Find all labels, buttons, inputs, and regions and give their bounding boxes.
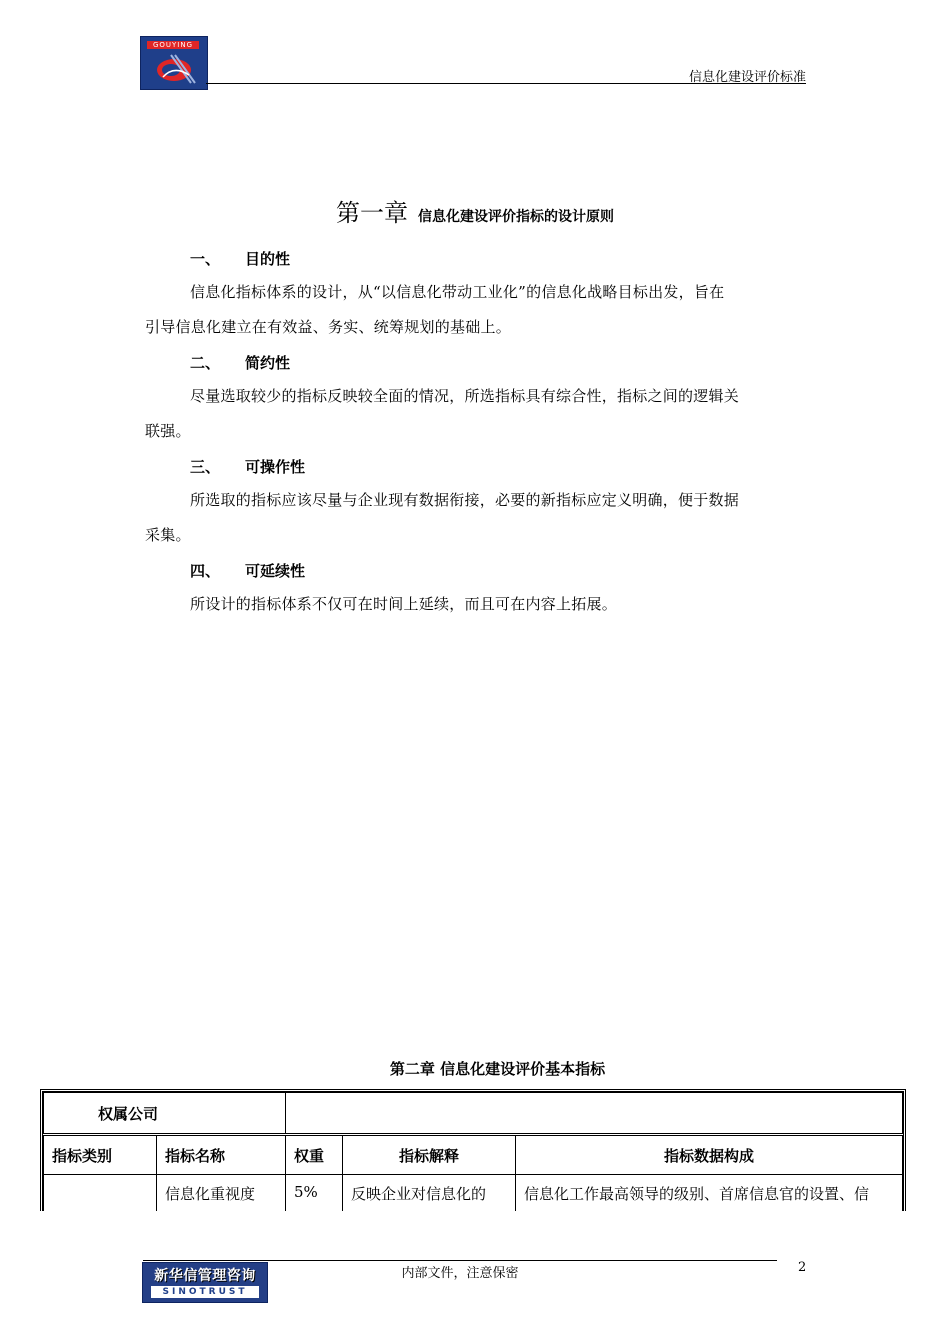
section-heading — [190, 456, 305, 477]
paragraph-line: 引导信息化建立在有效益、务实、统筹规划的基础上。 — [145, 318, 512, 336]
paragraph-line: 信息化指标体系的设计，从“以信息化带动工业化”的信息化战略目标出发，旨在 — [190, 283, 725, 301]
table-cell: 信息化重视度 — [157, 1175, 286, 1212]
section-title: 简约性 — [245, 354, 291, 372]
column-header: 指标类别 — [44, 1135, 157, 1175]
column-header: 指标解释 — [343, 1135, 516, 1175]
table-cell: 反映企业对信息化的 — [343, 1175, 516, 1212]
company-value-cell — [286, 1093, 903, 1135]
chapter1-number: 第一章 — [336, 199, 408, 227]
paragraph-line: 尽量选取较少的指标反映较全面的情况，所选指标具有综合性，指标之间的逻辑关 — [190, 387, 740, 405]
footer-rule — [143, 1260, 777, 1261]
logo-banner-text: GOUYING — [152, 41, 194, 49]
page-number: 2 — [798, 1260, 807, 1275]
section-number: 一、 — [190, 250, 221, 268]
table-row — [44, 1175, 903, 1212]
chapter1-title — [0, 193, 950, 228]
section-title: 目的性 — [245, 250, 291, 268]
section-title: 可操作性 — [245, 458, 306, 476]
logo-english-text: SINOTRUST — [151, 1286, 259, 1298]
table-cell — [44, 1175, 157, 1212]
chapter1-subtitle: 信息化建设评价指标的设计原则 — [418, 209, 614, 225]
section-number: 三、 — [190, 458, 221, 476]
header-title: 信息化建设评价标准 — [688, 70, 806, 85]
section-heading — [190, 560, 305, 581]
footer-confidential-text: 内部文件，注意保密 — [401, 1266, 519, 1281]
column-header: 指标数据构成 — [516, 1135, 903, 1175]
logo-emblem-icon — [141, 37, 207, 89]
section-number: 二、 — [190, 354, 221, 372]
table-header-row — [44, 1135, 903, 1175]
logo-chinese-text: 新华信管理咨询 — [154, 1268, 256, 1284]
paragraph-line: 所选取的指标应该尽量与企业现有数据衔接，必要的新指标应定义明确，便于数据 — [190, 491, 740, 509]
section-number: 四、 — [190, 562, 221, 580]
section-heading — [190, 352, 290, 373]
company-label-cell: 权属公司 — [44, 1093, 286, 1135]
section-heading — [190, 248, 290, 269]
table-cell: 信息化工作最高领导的级别、首席信息官的设置、信 — [516, 1175, 903, 1212]
table-cell: 5% — [286, 1175, 343, 1212]
column-header: 权重 — [286, 1135, 343, 1175]
paragraph-line: 所设计的指标体系不仅可在时间上延续，而且可在内容上拓展。 — [190, 595, 618, 613]
chapter2-title: 第二章 信息化建设评价基本指标 — [389, 1060, 606, 1078]
table-row — [44, 1093, 903, 1135]
section-title: 可延续性 — [245, 562, 306, 580]
indicator-table — [40, 1089, 906, 1211]
paragraph-line: 联强。 — [145, 422, 191, 440]
company-logo-top — [140, 36, 208, 90]
paragraph-line: 采集。 — [145, 526, 191, 544]
column-header: 指标名称 — [157, 1135, 286, 1175]
